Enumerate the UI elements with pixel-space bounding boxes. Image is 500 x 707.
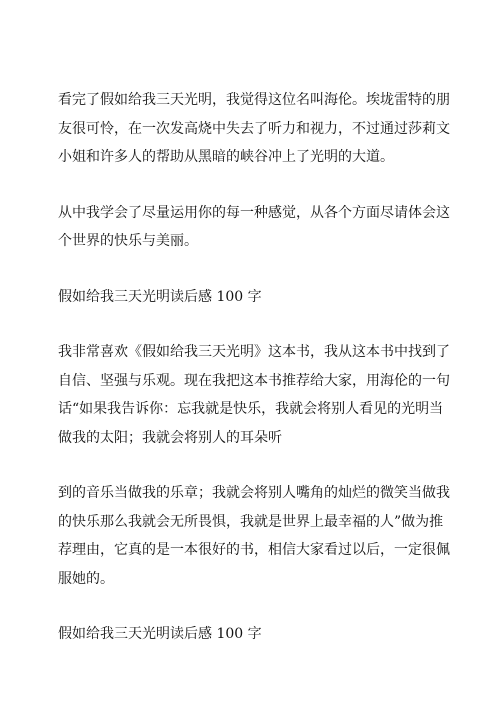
paragraph-2	[58, 199, 450, 256]
text-line: 荐理由，它真的是一本很好的书，相信大家看过以后，一定很佩	[58, 542, 450, 558]
text-line: 服她的。	[58, 570, 114, 587]
text-line: 的快乐那么我就会无所畏惧，我就是世界上最幸福的人”做为推	[58, 513, 444, 530]
text-line: 小姐和许多人的帮助从黑暗的峡谷冲上了光明的大道。	[58, 149, 394, 165]
text-line: 友很可怜，在一次发高烧中失去了听力和视力，不过通过莎莉文	[58, 120, 450, 137]
paragraph-1	[58, 86, 450, 172]
text-line: 做我的太阳；我就会将别人的耳朵听	[58, 429, 282, 446]
text-line: 到的音乐当做我的乐章；我就会将别人嘴角的灿烂的微笑当做我	[58, 485, 450, 501]
text-line: 从中我学会了尽量运用你的每一种感觉，从各个方面尽请体会这	[58, 204, 450, 221]
text-line: 话“如果我告诉你：忘我就是快乐，我就会将别人看见的光明当	[58, 401, 444, 417]
paragraph-3	[58, 338, 450, 452]
section-heading-1: 假如给我三天光明读后感 100 字	[58, 288, 262, 305]
section-heading-2: 假如给我三天光明读后感 100 字	[58, 626, 262, 642]
document-body	[58, 86, 450, 676]
text-line: 个世界的快乐与美丽。	[58, 233, 198, 249]
text-line: 看完了假如给我三天光明，我觉得这位名叫海伦。埃垅雷特的朋	[58, 92, 450, 108]
text-line: 我非常喜欢《假如给我三天光明》这本书，我从这本书中找到了	[58, 344, 450, 360]
text-line: 自信、坚强与乐观。现在我把这本书推荐给大家，用海伦的一句	[58, 372, 450, 389]
paragraph-4	[58, 479, 450, 593]
